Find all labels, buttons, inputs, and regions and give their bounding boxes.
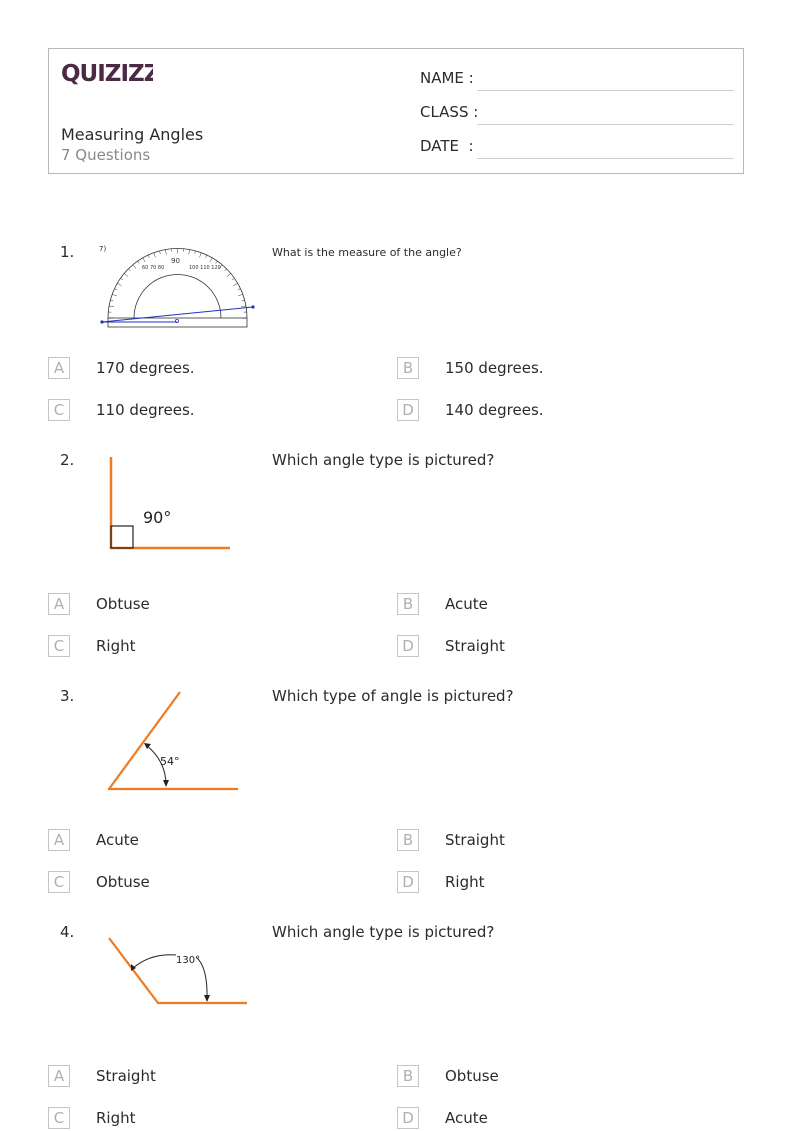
svg-text:60 70 80: 60 70 80 — [142, 265, 164, 271]
class-label: CLASS : — [420, 103, 478, 121]
acute-angle-figure — [104, 689, 244, 799]
question-number: 3. — [60, 687, 74, 705]
name-field[interactable] — [420, 67, 734, 91]
option-letter[interactable]: C — [48, 1107, 70, 1129]
option-text: Right — [96, 1109, 136, 1127]
option-text: Obtuse — [445, 1067, 499, 1085]
option-text: 170 degrees. — [96, 359, 195, 377]
option-letter[interactable]: D — [397, 871, 419, 893]
option-text: Right — [445, 873, 485, 891]
class-line[interactable] — [477, 124, 734, 125]
class-field[interactable] — [420, 101, 734, 125]
svg-text:100 110 120: 100 110 120 — [189, 265, 221, 271]
option-letter[interactable]: B — [397, 1065, 419, 1087]
option-letter[interactable]: A — [48, 1065, 70, 1087]
angle-label: 130° — [176, 955, 200, 966]
angle-label: 90° — [143, 508, 171, 527]
option-text: 110 degrees. — [96, 401, 195, 419]
date-field[interactable] — [420, 135, 734, 159]
svg-text:90: 90 — [171, 257, 180, 265]
svg-text:QUIZIZZ: QUIZIZZ — [61, 61, 153, 87]
worksheet-header — [48, 48, 744, 174]
option-letter[interactable]: C — [48, 871, 70, 893]
angle-label: 54° — [160, 755, 180, 768]
question-text: Which angle type is pictured? — [272, 451, 494, 469]
option-letter[interactable]: A — [48, 829, 70, 851]
quizizz-logo — [61, 59, 153, 91]
option-letter[interactable]: C — [48, 399, 70, 421]
question-number: 2. — [60, 451, 74, 469]
option-letter[interactable]: A — [48, 357, 70, 379]
question-number: 1. — [60, 243, 74, 261]
date-label: DATE : — [420, 137, 474, 155]
date-line[interactable] — [477, 158, 734, 159]
question-text: Which type of angle is pictured? — [272, 687, 514, 705]
option-text: Acute — [96, 831, 139, 849]
option-text: Straight — [445, 637, 505, 655]
question-text: What is the measure of the angle? — [272, 246, 462, 259]
worksheet-title: Measuring Angles — [61, 125, 203, 144]
name-line[interactable] — [477, 90, 734, 91]
right-angle-figure — [104, 455, 234, 559]
option-text: 140 degrees. — [445, 401, 544, 419]
option-letter[interactable]: B — [397, 593, 419, 615]
option-letter[interactable]: B — [397, 829, 419, 851]
figure-label: 7) — [99, 245, 106, 253]
option-letter[interactable]: A — [48, 593, 70, 615]
obtuse-angle-figure — [104, 933, 254, 1017]
question-number: 4. — [60, 923, 74, 941]
option-letter[interactable]: D — [397, 1107, 419, 1129]
option-text: Obtuse — [96, 873, 150, 891]
question-text: Which angle type is pictured? — [272, 923, 494, 941]
option-text: 150 degrees. — [445, 359, 544, 377]
option-text: Right — [96, 637, 136, 655]
option-text: Straight — [96, 1067, 156, 1085]
option-text: Acute — [445, 595, 488, 613]
name-label: NAME : — [420, 69, 474, 87]
option-text: Obtuse — [96, 595, 150, 613]
option-letter[interactable]: B — [397, 357, 419, 379]
question-count: 7 Questions — [61, 146, 150, 164]
option-letter[interactable]: D — [397, 635, 419, 657]
option-letter[interactable]: C — [48, 635, 70, 657]
protractor-figure — [98, 243, 258, 337]
option-letter[interactable]: D — [397, 399, 419, 421]
option-text: Acute — [445, 1109, 488, 1127]
option-text: Straight — [445, 831, 505, 849]
